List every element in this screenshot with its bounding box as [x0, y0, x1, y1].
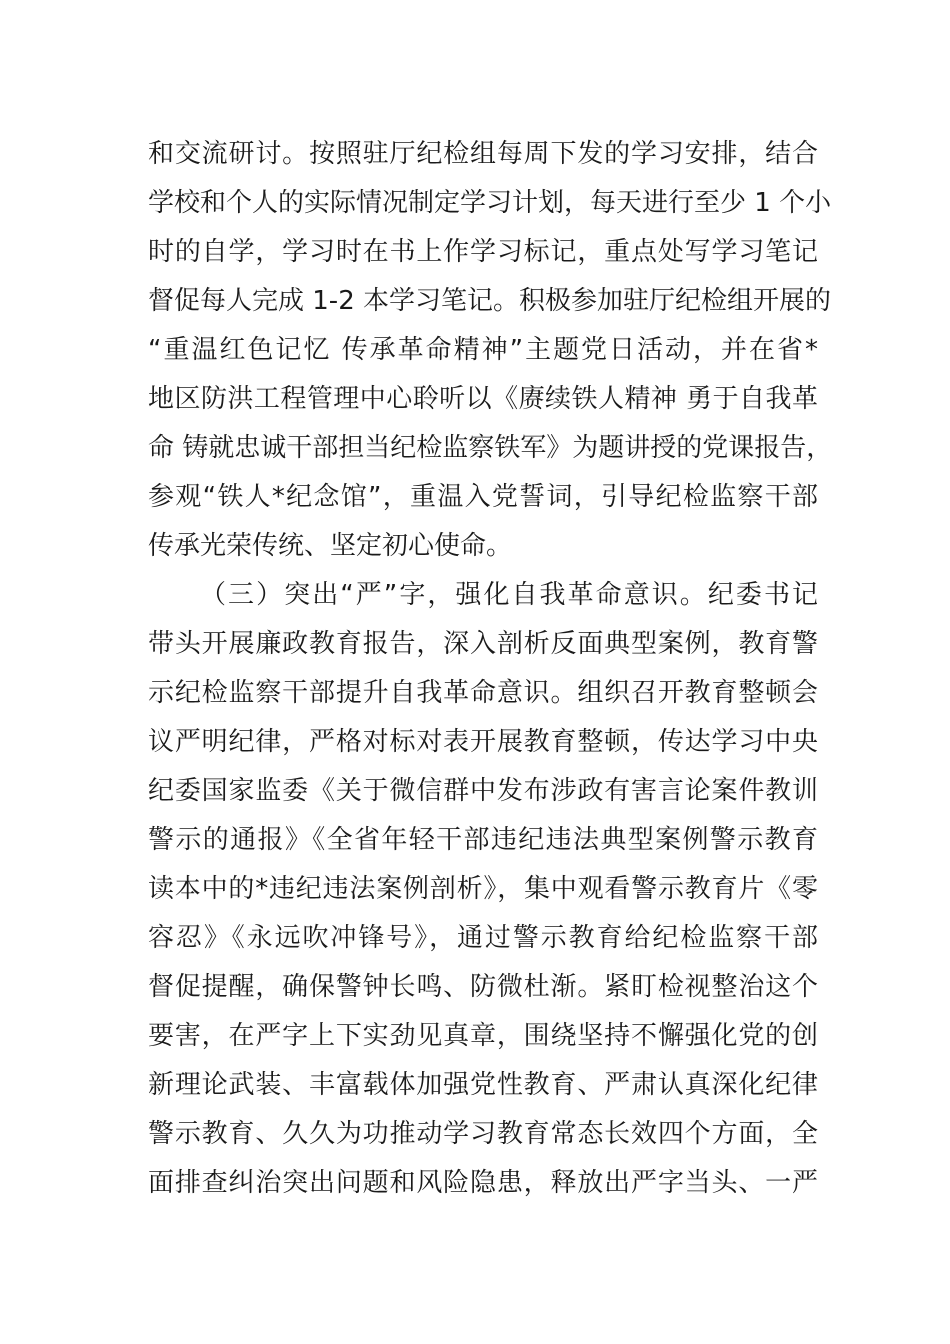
text-line: 带头开展廉政教育报告，深入剖析反面典型案例，教育警 — [148, 629, 818, 659]
text-line: 面排查纠治突出问题和风险隐患，释放出严字当头、一严 — [148, 1168, 818, 1198]
text-line: 警示教育、久久为功推动学习教育常态长效四个方面，全 — [148, 1119, 818, 1149]
section-heading-line: （三）突出“严”字，强化自我革命意识。纪委书记 — [200, 580, 818, 610]
text-line: 地区防洪工程管理中心聆听以《赓续铁人精神 勇于自我革 — [148, 384, 818, 414]
body-text — [148, 130, 833, 1208]
text-line: 示纪检监察干部提升自我革命意识。组织召开教育整顿会 — [148, 678, 818, 708]
text-line: 命 铸就忠诚干部担当纪检监察铁军》为题讲授的党课报告， — [148, 433, 833, 463]
text-line: 传承光荣传统、坚定初心使命。 — [148, 531, 513, 561]
text-line: 学校和个人的实际情况制定学习计划，每天进行至少 1 个小 — [148, 188, 832, 218]
text-line: 警示的通报》《全省年轻干部违纪违法典型案例警示教育 — [148, 825, 818, 855]
text-line: “重温红色记忆 传承革命精神”主题党日活动，并在省* — [148, 335, 818, 365]
text-line: 督促每人完成 1-2 本学习笔记。积极参加驻厅纪检组开展的 — [148, 286, 831, 316]
text-line: 参观“铁人*纪念馆”，重温入党誓词，引导纪检监察干部 — [148, 482, 818, 512]
text-line: 时的自学，学习时在书上作学习标记，重点处写学习笔记 — [148, 237, 818, 267]
text-line: 要害，在严字上下实劲见真章，围绕坚持不懈强化党的创 — [148, 1021, 818, 1051]
text-line: 和交流研讨。按照驻厅纪检组每周下发的学习安排，结合 — [148, 139, 818, 169]
text-line: 督促提醒，确保警钟长鸣、防微杜渐。紧盯检视整治这个 — [148, 972, 818, 1002]
text-line: 容忍》《永远吹冲锋号》，通过警示教育给纪检监察干部 — [148, 923, 818, 953]
text-line: 纪委国家监委《关于微信群中发布涉政有害言论案件教训 — [148, 776, 818, 806]
text-line: 议严明纪律，严格对标对表开展教育整顿，传达学习中央 — [148, 727, 818, 757]
text-line: 读本中的*违纪违法案例剖析》，集中观看警示教育片《零 — [148, 874, 818, 904]
text-line: 新理论武装、丰富载体加强党性教育、严肃认真深化纪律 — [148, 1070, 818, 1100]
